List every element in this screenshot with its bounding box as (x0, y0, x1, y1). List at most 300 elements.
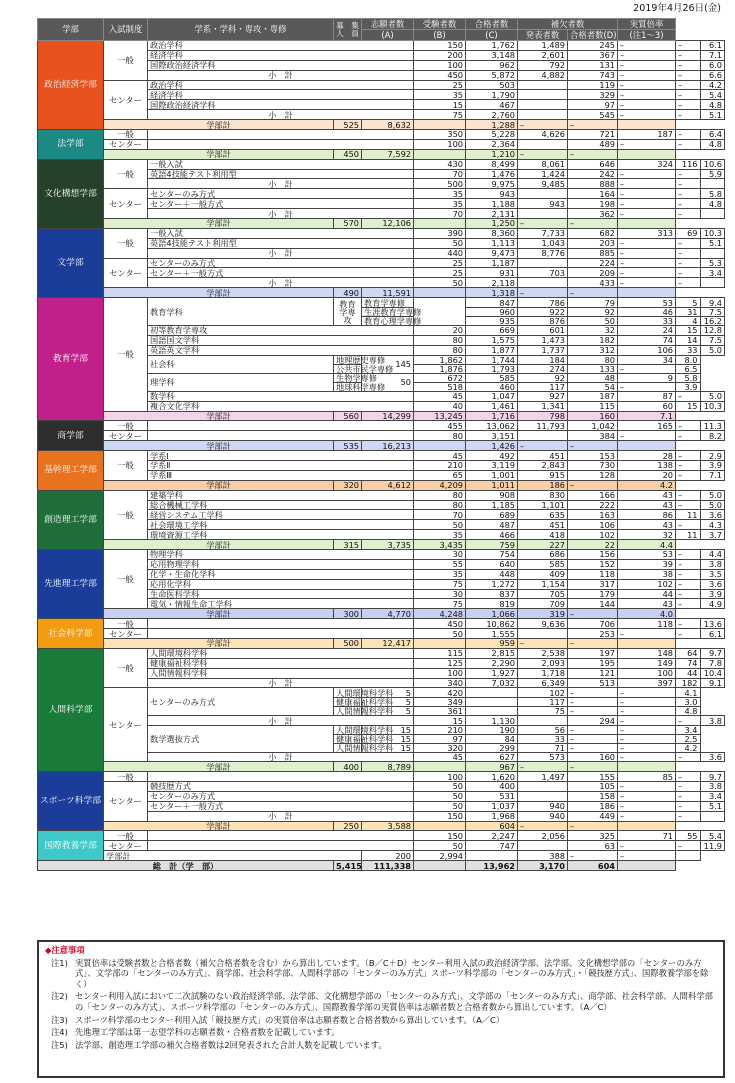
header-faculty: 学部 (38, 19, 104, 41)
supp-announce-cell: 71 (618, 831, 676, 841)
passers-cell: 182 (568, 335, 618, 345)
passers-cell: 153 (568, 451, 618, 461)
dept-group-cell: 教育学科 (148, 298, 334, 326)
applicants-cell: 962 (466, 60, 518, 70)
supp-pass-cell: – (676, 179, 701, 189)
examinees-cell (518, 278, 568, 288)
ratio-cell: 3.6 (700, 579, 725, 589)
applicants-cell: 361 (414, 707, 466, 716)
passers-cell: 179 (568, 589, 618, 599)
system-cell: センター (104, 139, 148, 149)
subtotal-label: 学部計 (104, 638, 334, 648)
dept-cell: 健康福祉科学科 (334, 698, 362, 707)
dept-cell: 小 計 (148, 753, 414, 762)
supp-announce-cell: 44 (618, 589, 676, 599)
supp-pass-cell: – (676, 772, 701, 782)
quota-cell: 440 (414, 248, 466, 258)
applicants-cell: 640 (466, 559, 518, 569)
ratio-cell: 9.1 (700, 678, 725, 688)
supp-pass-cell: – (676, 520, 701, 530)
note-key: 注3) (51, 1014, 68, 1025)
supp-announce-cell: 186 (518, 480, 568, 490)
applicants-cell: 1,461 (466, 401, 518, 411)
examinees-cell: 4,626 (518, 130, 568, 140)
dept-cell: 複合文化学科 (148, 401, 414, 411)
passers-cell: 312 (568, 345, 618, 355)
dept-cell: センター＋一般方式 (148, 268, 414, 278)
ratio-cell: 4.8 (700, 100, 725, 110)
ratio-cell: 7.5 (700, 308, 725, 317)
passers-cell: 367 (568, 50, 618, 60)
quota-cell: 490 (334, 288, 362, 298)
supp-announce-cell: – (518, 821, 568, 831)
faculty-cell: 人間科学部 (38, 648, 104, 771)
supp-announce-cell: – (618, 90, 676, 100)
supp-pass-cell: 604 (568, 861, 618, 871)
ratio-cell (676, 851, 701, 861)
applicants-cell: 1,188 (466, 199, 518, 209)
passers-cell: 164 (568, 189, 618, 199)
ratio-cell: 4.3 (700, 520, 725, 530)
supp-pass-cell: – (676, 470, 701, 480)
passers-cell: 242 (568, 169, 618, 179)
dept-cell: 応用化学科 (148, 579, 414, 589)
dept-cell: 地球科学専修 (334, 382, 362, 391)
examinees-cell: 1,718 (518, 668, 568, 678)
passers-cell: 33 (518, 735, 568, 744)
examinees-cell: 830 (518, 490, 568, 500)
table-row (38, 130, 725, 140)
quota-cell: 390 (414, 228, 466, 238)
dept-cell: センターのみ方式 (148, 258, 414, 268)
subtotal-row (38, 762, 725, 772)
passers-cell: 118 (568, 569, 618, 579)
examinees-cell (518, 258, 568, 268)
examinees-cell (518, 90, 568, 100)
supp-announce-cell: 165 (618, 421, 676, 431)
supp-pass-cell: – (568, 762, 618, 772)
supp-pass-cell: – (618, 726, 676, 735)
dept-cell (148, 130, 414, 140)
note-text: 実質倍率は受験者数と合格者数（補欠合格者数を含む）から算出しています。（B／C＋D）センター利用入試の政治経済学部、法学部、文化構想学部の「センターのみ方式」、文学部の「センターのみ方式」、商学部、社会科学部、人間科学部の「センターのみ方式」スポーツ科学部の「センターのみ方式」・「競技歴方式」、国際教養学部を除く） (75, 957, 709, 989)
passers-cell: 682 (568, 228, 618, 238)
quota-cell: 75 (414, 110, 466, 120)
quota-cell: 100 (414, 139, 466, 149)
supp-announce-cell: – (618, 791, 676, 801)
applicants-cell: 1,130 (466, 716, 518, 726)
supp-announce-cell: – (618, 753, 676, 762)
applicants-cell: 518 (414, 382, 466, 391)
supp-pass-cell: 22 (568, 540, 618, 550)
supp-pass-cell: – (676, 199, 701, 209)
note-text: スポーツ科学部のセンター利用入試「競技歴方式」の実質倍率は志願者数と合格者数から算出しています。（A／C） (75, 1014, 505, 1025)
passers-cell: 102 (568, 530, 618, 540)
supp-pass-cell: 14 (676, 335, 701, 345)
supp-pass-cell: – (568, 821, 618, 831)
examinees-cell: 2,093 (518, 658, 568, 668)
ratio-cell: 4.2 (700, 80, 725, 90)
examinees-cell (466, 688, 518, 698)
ratio-cell: 16.2 (700, 317, 725, 326)
supp-announce-cell: 43 (618, 599, 676, 609)
quota-cell: 15 (362, 726, 414, 735)
applicants-cell: 9,975 (466, 179, 518, 189)
passers-cell: 329 (568, 90, 618, 100)
examinees-cell: 922 (518, 308, 568, 317)
supp-announce-cell: – (568, 726, 618, 735)
applicants-cell: 467 (466, 100, 518, 110)
note-item (45, 1015, 717, 1026)
passers-cell: 513 (568, 678, 618, 688)
supp-announce-cell: 80 (568, 355, 618, 364)
quota-cell: 80 (414, 500, 466, 510)
quota-cell: 50 (414, 238, 466, 248)
header-supp-pass: 合格者数(D) (568, 30, 618, 41)
quota-cell: 320 (334, 480, 362, 490)
supp-announce-cell: – (618, 179, 676, 189)
ratio-cell: 6.6 (700, 70, 725, 80)
supp-announce-cell: – (618, 278, 676, 288)
subtotal-label: 学部計 (104, 288, 334, 298)
examinees-cell (518, 80, 568, 90)
ratio-cell: 4.2 (618, 480, 676, 490)
dept-cell: 一般入試 (148, 159, 414, 169)
examinees-cell: 1,101 (518, 500, 568, 510)
supp-pass-cell: – (676, 579, 701, 589)
passers-cell: 152 (568, 559, 618, 569)
supp-announce-cell: – (568, 707, 618, 716)
supp-pass-cell: – (676, 268, 701, 278)
passers-cell: 759 (466, 540, 518, 550)
dept-cell: 人間環境科学科 (148, 648, 414, 658)
supp-pass-cell: 15 (676, 401, 701, 411)
system-cell: 一般 (104, 831, 148, 841)
supp-pass-cell: 31 (676, 308, 701, 317)
quota-cell: 80 (414, 335, 466, 345)
examinees-cell: 8,776 (518, 248, 568, 258)
passers-cell: 105 (568, 782, 618, 792)
passers-cell: 743 (568, 70, 618, 80)
quota-cell: 50 (414, 801, 466, 811)
ratio-cell: 2.9 (700, 451, 725, 461)
ratio-cell: 7.8 (700, 658, 725, 668)
subtotal-row (38, 149, 725, 159)
ratio-cell: 5.3 (700, 258, 725, 268)
ratio-cell: 9.4 (700, 298, 725, 308)
applicants-cell: 1,927 (466, 668, 518, 678)
header-supp: 補欠者数 (518, 19, 618, 30)
quota-cell: 400 (334, 762, 362, 772)
supp-announce-cell: – (618, 209, 676, 219)
applicants-cell: 1,575 (466, 335, 518, 345)
system-cell: センター (104, 258, 148, 288)
ratio-cell: 10.3 (700, 401, 725, 411)
dept-cell: 数学科 (148, 391, 414, 401)
examinees-cell: 7,733 (518, 228, 568, 238)
supp-pass-cell: – (676, 801, 701, 811)
applicants-cell: 7,592 (362, 149, 414, 159)
supp-announce-cell: – (618, 189, 676, 199)
notes-list (45, 958, 717, 1051)
supp-pass-cell: – (618, 364, 676, 373)
quota-cell: 45 (414, 391, 466, 401)
quota-cell: 535 (334, 441, 362, 451)
passers-cell: 449 (568, 811, 618, 821)
passers-cell: 166 (568, 490, 618, 500)
examinees-cell (518, 431, 568, 441)
dept-cell: 応用物理学科 (148, 559, 414, 569)
supp-pass-cell: – (676, 189, 701, 199)
supp-pass-cell: 9 (618, 373, 676, 382)
passers-cell: 1,288 (466, 120, 518, 130)
quota-cell: 50 (414, 782, 466, 792)
passers-cell: 489 (568, 139, 618, 149)
quota-cell: 210 (414, 460, 466, 470)
ratio-cell (618, 762, 676, 772)
supp-pass-cell: – (568, 480, 618, 490)
supp-announce-cell: 227 (518, 540, 568, 550)
table-body (38, 41, 725, 871)
passers-cell: 317 (568, 579, 618, 589)
supp-pass-cell: 33 (676, 345, 701, 355)
grand-total-row (38, 861, 725, 871)
supp-pass-cell: – (676, 811, 701, 821)
applicants-cell: 1,762 (466, 41, 518, 51)
applicants-cell: 8,360 (466, 228, 518, 238)
dept-cell: 政治学科 (148, 41, 414, 51)
supp-pass-cell: 74 (676, 658, 701, 668)
ratio-cell: 5.0 (700, 500, 725, 510)
examinees-cell: 601 (518, 326, 568, 336)
examinees-cell: 2,538 (518, 648, 568, 658)
supp-pass-cell: – (676, 569, 701, 579)
quota-cell: 70 (414, 169, 466, 179)
header-dept: 学系・学科・専攻・専修 (148, 19, 334, 41)
applicants-cell: 1,187 (466, 258, 518, 268)
note-text: センター利用入試において二次試験のない政治経済学部、法学部、文化構想学部の「センターのみ方式」、文学部の「センターのみ方式」、商学部、社会科学部、人間科学部の「センターのみ方式」、スポーツ科学部の「センターのみ方式」、国際教養学部の実質倍率は志願者数と合格者数から算出しています。（A／C） (75, 991, 713, 1012)
dept-cell (148, 619, 414, 629)
supp-announce-cell: – (618, 60, 676, 70)
applicants-cell: 908 (466, 490, 518, 500)
supp-pass-cell: 4 (676, 317, 701, 326)
applicants-cell: 492 (466, 451, 518, 461)
ratio-cell: 3.0 (676, 698, 701, 707)
supp-pass-cell: 64 (676, 648, 701, 658)
dept-cell: 人間情報科学科 (334, 707, 362, 716)
applicants-cell: 3,148 (466, 50, 518, 60)
quota-cell: 570 (334, 219, 362, 229)
subtotal-row (38, 609, 725, 619)
supp-announce-cell: – (618, 110, 676, 120)
examinees-cell: 1,424 (518, 169, 568, 179)
supp-announce-cell: – (568, 851, 618, 861)
ratio-cell (618, 441, 676, 451)
ratio-cell: 3.8 (700, 782, 725, 792)
examinees-cell (414, 762, 466, 772)
examinees-cell (414, 861, 466, 871)
passers-cell: 885 (568, 248, 618, 258)
note-key: 注4) (51, 1027, 68, 1038)
faculty-cell: 創造理工学部 (38, 490, 104, 549)
examinees-cell (518, 189, 568, 199)
faculty-cell: 文学部 (38, 228, 104, 297)
examinees-cell (518, 209, 568, 219)
supp-pass-cell: – (676, 238, 701, 248)
supp-pass-cell: – (676, 100, 701, 110)
table-row (38, 549, 725, 559)
examinees-cell: 11,793 (518, 421, 568, 431)
ratio-cell: 7.1 (618, 411, 676, 421)
passers-cell: 119 (568, 80, 618, 90)
applicants-cell: 672 (414, 373, 466, 382)
examinees-cell: 1,737 (518, 345, 568, 355)
header-ratio: 実質倍率 (618, 19, 676, 30)
quota-cell: 50 (414, 629, 466, 639)
ratio-cell (700, 179, 725, 189)
subtotal-row (38, 411, 725, 421)
examinees-cell (518, 629, 568, 639)
ratio-cell: 6.5 (676, 364, 701, 373)
applicants-cell: 1,555 (466, 629, 518, 639)
ratio-cell: 6.1 (700, 629, 725, 639)
ratio-cell: 5.9 (700, 169, 725, 179)
ratio-cell: 8.2 (700, 431, 725, 441)
supp-pass-cell: – (676, 50, 701, 60)
quota-cell: 455 (414, 421, 466, 431)
supp-announce-cell: 74 (618, 335, 676, 345)
ratio-cell (618, 288, 676, 298)
examinees-cell (518, 139, 568, 149)
supp-announce-cell: – (518, 219, 568, 229)
table-row (38, 80, 725, 90)
dept-cell: 人間環境科学科 (334, 726, 362, 735)
passers-cell: 50 (568, 317, 618, 326)
applicants-cell: 819 (466, 599, 518, 609)
supp-announce-cell: 43 (618, 500, 676, 510)
table-row (38, 258, 725, 268)
applicants-cell: 14,299 (362, 411, 414, 421)
supp-pass-cell: – (618, 698, 676, 707)
dept-cell: 一般入試 (148, 228, 414, 238)
quota-cell: 145 (362, 355, 414, 373)
supp-announce-cell: 324 (618, 159, 676, 169)
passers-cell: 156 (568, 549, 618, 559)
header-passers: 合格者数 (466, 19, 518, 30)
note-key: 注2) (51, 991, 68, 1002)
examinees-cell: 686 (518, 549, 568, 559)
ratio-cell (618, 821, 676, 831)
examinees-cell: 1,793 (466, 364, 518, 373)
applicants-cell: 503 (466, 80, 518, 90)
quota-cell: 35 (414, 189, 466, 199)
system-cell: センター (104, 782, 148, 822)
header-system: 入試制度 (104, 19, 148, 41)
ratio-cell: 10.4 (700, 668, 725, 678)
supp-announce-cell: – (568, 688, 618, 698)
dept-cell (148, 421, 414, 431)
supp-pass-cell: 5 (676, 298, 701, 308)
supp-announce-cell: 106 (618, 345, 676, 355)
dept-cell: 小 計 (148, 278, 414, 288)
header-row (38, 19, 725, 30)
applicants-cell: 1,185 (466, 500, 518, 510)
quota-cell: 150 (414, 41, 466, 51)
subtotal-label: 学部計 (104, 762, 334, 772)
ratio-cell: 8.0 (676, 355, 701, 364)
passers-cell: 967 (466, 762, 518, 772)
passers-cell: 545 (568, 110, 618, 120)
table-row (38, 139, 725, 149)
examinees-cell: 9,485 (518, 179, 568, 189)
subtotal-row (38, 120, 725, 130)
quota-cell: 525 (334, 120, 362, 130)
applicants-cell: 960 (466, 308, 518, 317)
faculty-cell: 基幹理工学部 (38, 451, 104, 491)
supp-announce-cell: 133 (568, 364, 618, 373)
note-item (45, 1040, 717, 1051)
passers-cell: 245 (568, 41, 618, 51)
passers-cell: 730 (568, 460, 618, 470)
system-cell: 一般 (104, 421, 148, 431)
applicants-cell: 1,862 (414, 355, 466, 364)
dept-group-cell: センターのみ方式 (148, 688, 334, 716)
supp-announce-cell: 102 (618, 579, 676, 589)
dept-cell: 小 計 (148, 248, 414, 258)
supp-pass-cell: – (568, 441, 618, 451)
supp-pass-cell: 116 (676, 159, 701, 169)
faculty-cell: 社会科学部 (38, 619, 104, 649)
dept-cell: 公共市民学専修 (334, 364, 362, 373)
supp-pass-cell: 160 (568, 411, 618, 421)
examinees-cell: 1,341 (518, 401, 568, 411)
examinees-cell: 4,882 (518, 70, 568, 80)
applicants-cell: 11,591 (362, 288, 414, 298)
ratio-cell: 4.0 (618, 609, 676, 619)
examinees-cell: 451 (518, 520, 568, 530)
examinees-cell: 876 (518, 317, 568, 326)
note-item (45, 1027, 717, 1038)
applicants-cell: 847 (466, 298, 518, 308)
passers-cell: 224 (568, 258, 618, 268)
dept-cell: 人間環境科学科 (334, 688, 362, 698)
passers-cell: 433 (568, 278, 618, 288)
dept-cell (148, 629, 414, 639)
supp-pass-cell: – (676, 209, 701, 219)
dept-cell: 学系Ⅰ (148, 451, 414, 461)
dept-cell: 国際政治経済学科 (148, 100, 414, 110)
supp-announce-cell: 33 (618, 317, 676, 326)
examinees-cell: 4,248 (414, 609, 466, 619)
quota-cell: 40 (414, 401, 466, 411)
supp-announce-cell: – (618, 716, 676, 726)
supp-pass-cell: – (676, 60, 701, 70)
applicants-cell: 2,290 (466, 658, 518, 668)
dept-cell (148, 139, 414, 149)
passers-cell: 362 (568, 209, 618, 219)
supp-announce-cell: – (618, 248, 676, 258)
quota-cell: 30 (414, 589, 466, 599)
ratio-cell: 3.4 (700, 268, 725, 278)
passers-cell: 195 (568, 658, 618, 668)
ratio-cell: 12.8 (700, 326, 725, 336)
dept-cell (148, 831, 414, 841)
dept-cell: 環境資源工学科 (148, 530, 414, 540)
applicants-cell: 7,032 (466, 678, 518, 688)
passers-cell: 115 (568, 401, 618, 411)
ratio-cell: 3.4 (676, 726, 701, 735)
faculty-cell: 文化構想学部 (38, 159, 104, 228)
examinees-cell: 943 (518, 199, 568, 209)
